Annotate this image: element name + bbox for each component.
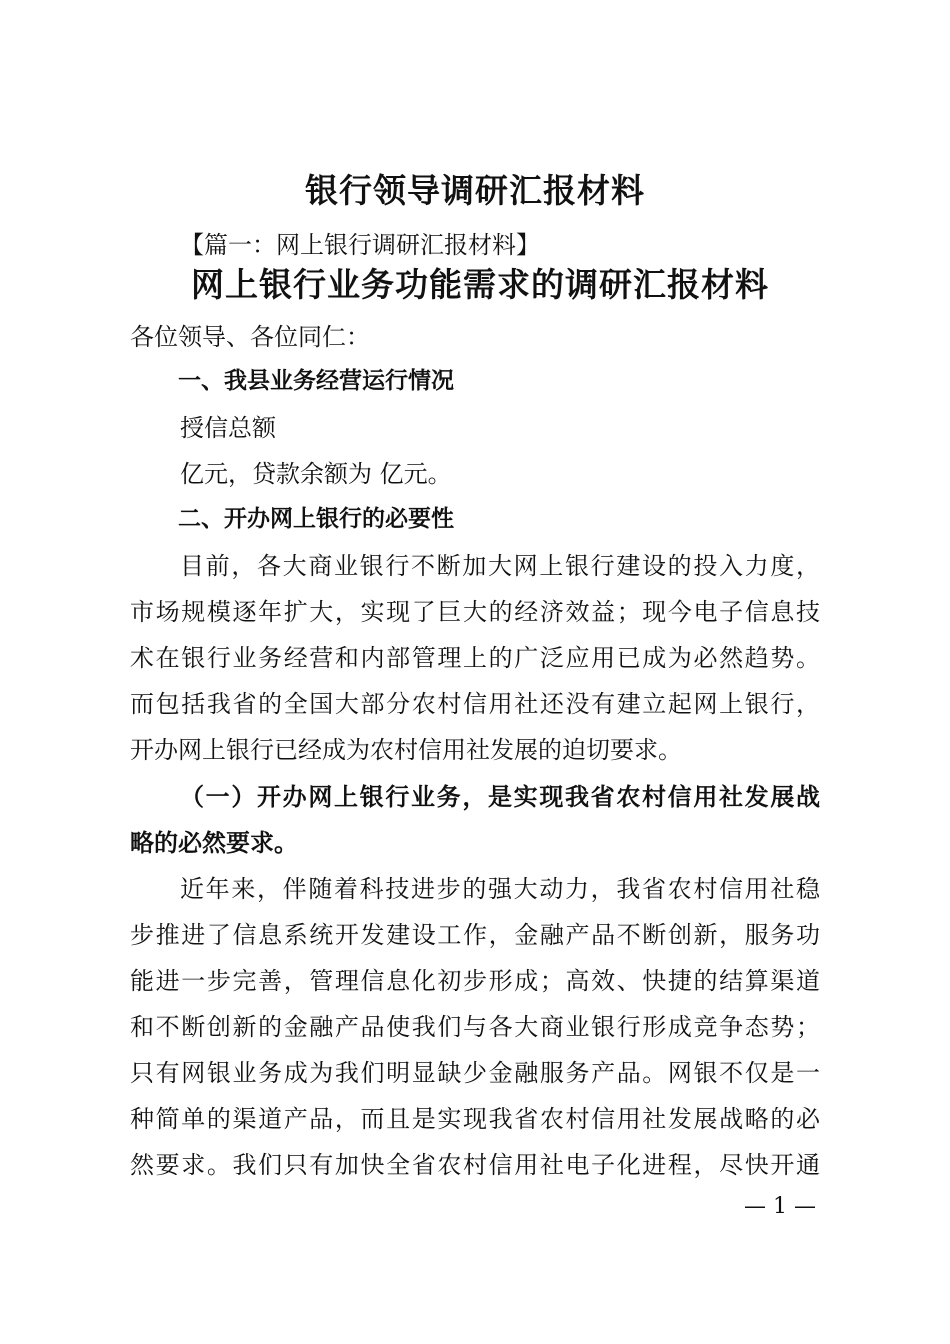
report-title: 网上银行业务功能需求的调研汇报材料 <box>191 265 769 304</box>
subsection-heading-line: （一）开办网上银行业务，是实现我省农村信用社发展战 <box>180 782 820 811</box>
document-subheading: 【篇一：网上银行调研汇报材料】 <box>180 231 540 259</box>
subsection-heading-line: 略的必然要求。 <box>130 828 298 857</box>
paragraph-line: 目前，各大商业银行不断加大网上银行建设的投入力度， <box>180 552 820 580</box>
salutation: 各位领导、各位同仁： <box>130 323 370 351</box>
paragraph-line: 只有网银业务成为我们明显缺少金融服务产品。网银不仅是一 <box>130 1059 820 1087</box>
paragraph-line: 种简单的渠道产品，而且是实现我省农村信用社发展战略的必 <box>130 1105 820 1133</box>
document-title: 银行领导调研汇报材料 <box>305 171 645 210</box>
section1-line-2: 亿元，贷款余额为 亿元。 <box>180 460 452 488</box>
paragraph-line: 近年来，伴随着科技进步的强大动力，我省农村信用社稳 <box>180 875 820 903</box>
paragraph-line: 开办网上银行已经成为农村信用社发展的迫切要求。 <box>130 736 682 764</box>
paragraph-line: 和不断创新的金融产品使我们与各大商业银行形成竞争态势； <box>130 1013 820 1041</box>
paragraph-line: 然要求。我们只有加快全省农村信用社电子化进程，尽快开通 <box>130 1151 820 1179</box>
paragraph-line: 步推进了信息系统开发建设工作，金融产品不断创新，服务功 <box>130 921 820 949</box>
section1-line-1: 授信总额 <box>180 414 276 442</box>
paragraph-line: 能进一步完善，管理信息化初步形成；高效、快捷的结算渠道 <box>130 967 820 995</box>
paragraph-line: 而包括我省的全国大部分农村信用社还没有建立起网上银行， <box>130 690 820 718</box>
section-heading-1: 一、我县业务经营运行情况 <box>178 368 454 394</box>
paragraph-line: 市场规模逐年扩大，实现了巨大的经济效益；现今电子信息技 <box>130 598 820 626</box>
page-number: — 1 — <box>744 1194 816 1219</box>
paragraph-line: 术在银行业务经营和内部管理上的广泛应用已成为必然趋势。 <box>130 644 820 672</box>
section-heading-2: 二、开办网上银行的必要性 <box>178 506 454 532</box>
